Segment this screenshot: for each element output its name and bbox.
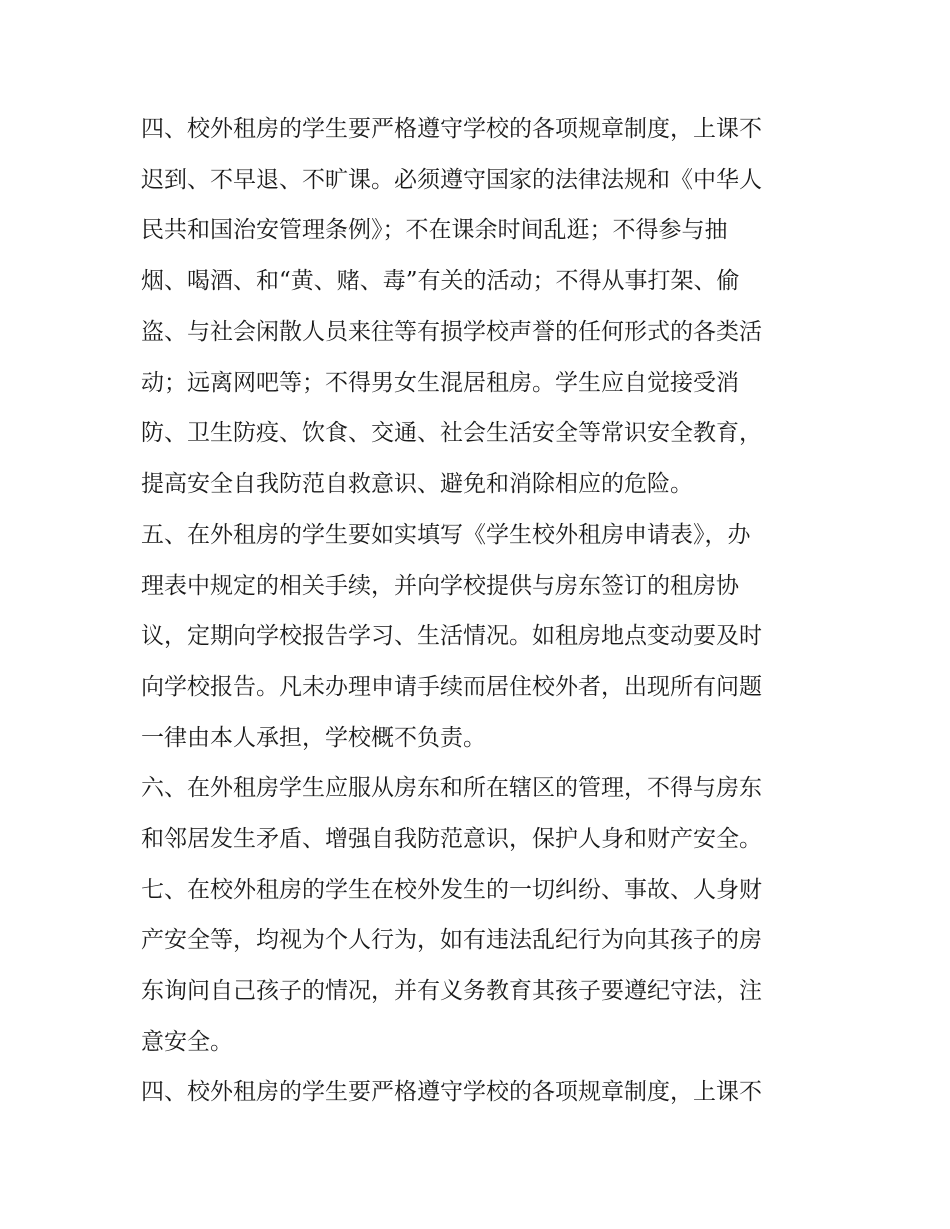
text-line: 六、在外租房学生应服从房东和所在辖区的管理，不得与房东 xyxy=(141,775,762,801)
text-line: 向学校报告。凡未办理申请手续而居住校外者，出现所有问题 xyxy=(141,674,762,700)
text-line: 防、卫生防疫、饮食、交通、社会生活安全等常识安全教育， xyxy=(141,420,762,446)
text-line: 迟到、不早退、不旷课。必须遵守国家的法律法规和《中华人 xyxy=(141,167,762,193)
text-line: 五、在外租房的学生要如实填写《学生校外租房申请表》，办 xyxy=(141,522,751,548)
text-line: 民共和国治安管理条例》；不在课余时间乱逛；不得参与抽 xyxy=(141,217,728,243)
text-line: 和邻居发生矛盾、增强自我防范意识，保护人身和财产安全。 xyxy=(141,826,762,852)
text-line: 一律由本人承担，学校概不负责。 xyxy=(141,725,486,751)
text-line: 议，定期向学校报告学习、生活情况。如租房地点变动要及时 xyxy=(141,623,762,649)
text-line: 东询问自己孩子的情况，并有义务教育其孩子要遵纪守法，注 xyxy=(141,978,762,1004)
text-line: 理表中规定的相关手续，并向学校提供与房东签订的租房协 xyxy=(141,573,739,599)
text-line: 盗、与社会闲散人员来往等有损学校声誉的任何形式的各类活 xyxy=(141,319,762,345)
text-line: 四、校外租房的学生要严格遵守学校的各项规章制度，上课不 xyxy=(141,116,762,142)
text-line: 动；远离网吧等；不得男女生混居租房。学生应自觉接受消 xyxy=(141,370,739,396)
text-line: 产安全等，均视为个人行为，如有违法乱纪行为向其孩子的房 xyxy=(141,927,762,953)
text-line: 四、校外租房的学生要严格遵守学校的各项规章制度，上课不 xyxy=(141,1079,762,1105)
text-line: 提高安全自我防范自救意识、避免和消除相应的危险。 xyxy=(141,471,693,497)
text-line: 烟、喝酒、和“黄、赌、毒”有关的活动；不得从事打架、偷 xyxy=(141,268,740,294)
text-line: 七、在校外租房的学生在校外发生的一切纠纷、事故、人身财 xyxy=(141,877,762,903)
text-line: 意安全。 xyxy=(141,1029,233,1055)
